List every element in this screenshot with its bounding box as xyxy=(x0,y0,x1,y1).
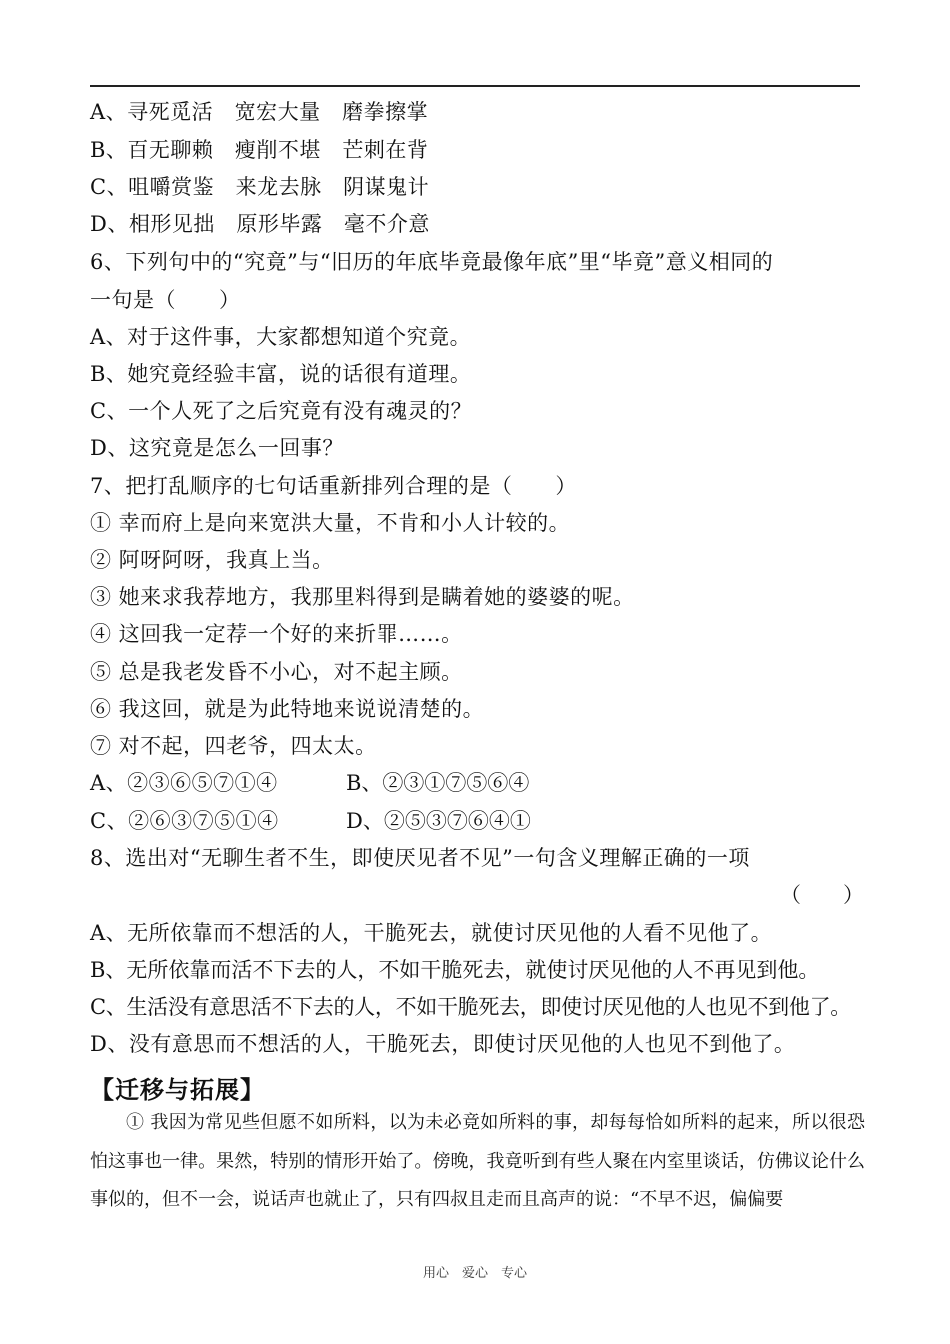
q6-option-b: B、她究竟经验丰富，说的话很有道理。 xyxy=(90,362,472,386)
q6-stem-line1: 6、下列句中的“究竟”与“旧历的年底毕竟最像年底”里“毕竟”意义相同的 xyxy=(90,250,774,274)
header-rule xyxy=(90,85,860,87)
q7-sentence-1: ① 幸而府上是向来宽洪大量，不肯和小人计较的。 xyxy=(90,511,571,535)
q7-sentence-4: ④ 这回我一定荐一个好的来折罪……。 xyxy=(90,622,463,646)
q7-option-d: D、②⑤③⑦⑥④① xyxy=(346,809,531,833)
q7-option-b: B、②③①⑦⑤⑥④ xyxy=(346,771,530,795)
q5-option-b: B、百无聊赖 瘦削不堪 芒刺在背 xyxy=(90,138,429,162)
q5-option-d: D、相形见拙 原形毕露 毫不介意 xyxy=(90,212,430,236)
q5-option-c: C、咀嚼赏鉴 来龙去脉 阴谋鬼计 xyxy=(90,175,430,199)
q8-option-d: D、没有意思而不想活的人，干脆死去，即使讨厌见他的人也见不到他了。 xyxy=(90,1032,796,1056)
q7-sentence-5: ⑤ 总是我老发昏不小心，对不起主顾。 xyxy=(90,660,463,684)
q7-sentence-6: ⑥ 我这回，就是为此特地来说说清楚的。 xyxy=(90,697,485,721)
q7-stem: 7、把打乱顺序的七句话重新排列合理的是（ ） xyxy=(90,474,577,498)
q8-answer-paren: （ ） xyxy=(780,883,864,907)
section-heading: 【迁移与拓展】 xyxy=(90,1076,265,1104)
q7-sentence-7: ⑦ 对不起，四老爷，四太太。 xyxy=(90,734,377,758)
q5-option-a: A、寻死觅活 宽宏大量 磨拳擦掌 xyxy=(90,100,429,124)
reading-passage xyxy=(90,1104,865,1220)
passage-paragraph: ① 我因为常见些但愿不如所料，以为未必竟如所料的事，却每每恰如所料的起来，所以很恐怕这事也一律。果然，特别的情形开始了。傍晚，我竟听到有些人聚在内室里谈话，仿佛议论什么事似的，但不一会，说话声也就止了，只有四叔且走而且高声的说：“不早不迟，偏偏要 xyxy=(90,1112,865,1210)
q6-stem-line2: 一句是（ ） xyxy=(90,288,241,312)
q6-option-c: C、一个人死了之后究竟有没有魂灵的？ xyxy=(90,399,473,423)
q6-option-a: A、对于这件事，大家都想知道个究竟。 xyxy=(90,325,472,349)
q7-option-a: A、②③⑥⑤⑦①④ xyxy=(90,771,278,795)
q8-stem: 8、选出对“无聊生者不生，即使厌见者不见”一句含义理解正确的一项 xyxy=(90,846,750,870)
q8-option-a: A、无所依靠而不想活的人，干脆死去，就使讨厌见他的人看不见他了。 xyxy=(90,921,773,945)
q7-sentence-2: ② 阿呀阿呀，我真上当。 xyxy=(90,548,334,572)
q7-sentence-3: ③ 她来求我荐地方，我那里料得到是瞒着她的婆婆的呢。 xyxy=(90,585,635,609)
q7-option-c: C、②⑥③⑦⑤①④ xyxy=(90,809,279,833)
q8-option-b: B、无所依靠而活不下去的人，不如干脆死去，就使讨厌见他的人不再见到他。 xyxy=(90,958,820,982)
q6-option-d: D、这究竟是怎么一回事？ xyxy=(90,436,344,460)
q8-option-c: C、生活没有意思活不下去的人，不如干脆死去，即使讨厌见他的人也见不到他了。 xyxy=(90,995,851,1019)
page-footer: 用心 爱心 专心 xyxy=(422,1266,527,1281)
